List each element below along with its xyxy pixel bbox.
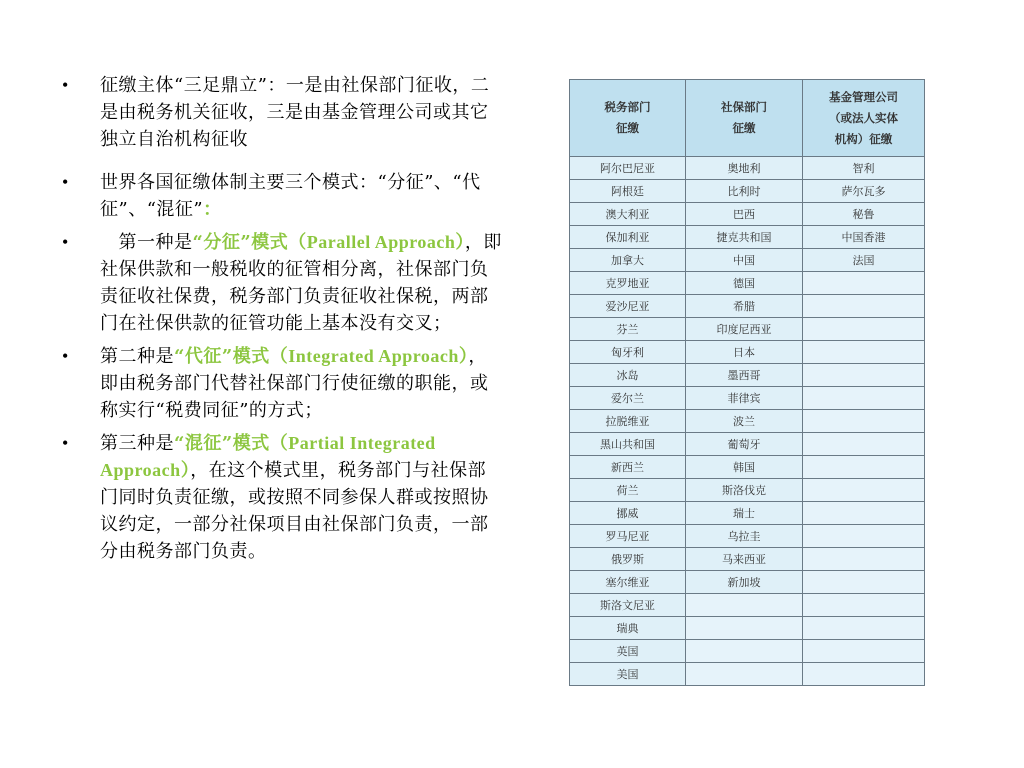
table-cell: 比利时 [686, 180, 803, 203]
table-cell: 黑山共和国 [570, 433, 686, 456]
table-cell: 菲律宾 [686, 387, 803, 410]
table-row [570, 387, 925, 410]
table-row [570, 617, 925, 640]
table-cell: 马来西亚 [686, 548, 803, 571]
table-cell: 希腊 [686, 295, 803, 318]
collection-agency-table [569, 79, 925, 686]
table-cell: 智利 [803, 157, 925, 180]
table-cell: 加拿大 [570, 249, 686, 272]
table-cell: 新加坡 [686, 571, 803, 594]
bullet-text-body: ，即社保供款和一般税收的征管相分离，社保部门负责征收社保费，税务部门负责征收社保税，两部门在社保供款的征管功能上基本没有交叉； [100, 232, 502, 334]
table-cell [803, 410, 925, 433]
table-row [570, 663, 925, 686]
table-cell: 乌拉圭 [686, 525, 803, 548]
table-row [570, 594, 925, 617]
table-cell [803, 594, 925, 617]
table-row [570, 548, 925, 571]
mode-english: Parallel Approach [306, 232, 456, 252]
table-cell: 爱沙尼亚 [570, 295, 686, 318]
table-cell [803, 318, 925, 341]
table-body [570, 157, 925, 686]
table-row [570, 249, 925, 272]
table-cell: 日本 [686, 341, 803, 364]
table-cell: 澳大利亚 [570, 203, 686, 226]
table-row [570, 272, 925, 295]
table-cell: 克罗地亚 [570, 272, 686, 295]
table-cell [803, 525, 925, 548]
bullet-item [62, 430, 502, 565]
table-cell [803, 272, 925, 295]
bullet-text-lead: 第二种是 [100, 346, 174, 367]
table-cell [803, 617, 925, 640]
bullet-item [62, 229, 502, 337]
table-row [570, 157, 925, 180]
table-cell: 俄罗斯 [570, 548, 686, 571]
table-cell: 墨西哥 [686, 364, 803, 387]
table-cell [803, 433, 925, 456]
mode-english: Partial Integrated Approach [100, 433, 436, 480]
bullet-item [62, 72, 502, 153]
table-cell: 挪威 [570, 502, 686, 525]
table-cell: 新西兰 [570, 456, 686, 479]
table-cell: 斯洛文尼亚 [570, 594, 686, 617]
table-row [570, 226, 925, 249]
bullet-colon: ： [203, 199, 222, 220]
table-cell [686, 640, 803, 663]
bullet-item [62, 343, 502, 424]
mode-close: ） [180, 460, 191, 481]
table-cell [803, 364, 925, 387]
bullet-item [62, 169, 502, 223]
table-cell: 萨尔瓦多 [803, 180, 925, 203]
bullet-text-body: ，在这个模式里，税务部门与社保部门同时负责征缴，或按照不同参保人群或按照协议约定，一部分社保项目由社保部门负责，一部分由税务部门负责。 [100, 460, 489, 562]
table-cell [803, 479, 925, 502]
table-cell: 阿根廷 [570, 180, 686, 203]
table-cell: 波兰 [686, 410, 803, 433]
table-row [570, 410, 925, 433]
bullet-text: 世界各国征缴体制主要三个模式：“分征”、“代征”、“混征” [100, 172, 481, 220]
table-row [570, 364, 925, 387]
table-cell: 英国 [570, 640, 686, 663]
table-cell [686, 663, 803, 686]
table-row [570, 502, 925, 525]
table-cell: 巴西 [686, 203, 803, 226]
table-cell: 芬兰 [570, 318, 686, 341]
table-cell [803, 502, 925, 525]
bullet-list [62, 72, 502, 565]
mode-name: “分征”模式（ [192, 232, 307, 253]
mode-close: ） [455, 232, 465, 253]
table-cell: 斯洛伐克 [686, 479, 803, 502]
table-cell [803, 571, 925, 594]
table-cell: 匈牙利 [570, 341, 686, 364]
mode-english: Integrated Approach [288, 346, 459, 366]
table-cell: 拉脱维亚 [570, 410, 686, 433]
mode-name: “混征”模式（ [174, 433, 289, 454]
table-cell: 荷兰 [570, 479, 686, 502]
bullet-text-lead: 第一种是 [100, 232, 193, 253]
table-row [570, 571, 925, 594]
table-cell: 奥地利 [686, 157, 803, 180]
table-cell: 法国 [803, 249, 925, 272]
bullet-text-lead: 第三种是 [100, 433, 174, 454]
table-cell: 保加利亚 [570, 226, 686, 249]
table-cell: 韩国 [686, 456, 803, 479]
table-cell [686, 594, 803, 617]
table-cell [803, 387, 925, 410]
table-cell: 捷克共和国 [686, 226, 803, 249]
table-cell: 冰岛 [570, 364, 686, 387]
header-fund-management: 基金管理公司 （或法人实体 机构）征缴 [803, 80, 925, 157]
table-row [570, 318, 925, 341]
table-cell: 瑞典 [570, 617, 686, 640]
table-cell: 葡萄牙 [686, 433, 803, 456]
table-cell: 塞尔维亚 [570, 571, 686, 594]
table-cell: 德国 [686, 272, 803, 295]
table-cell [803, 640, 925, 663]
table-row [570, 433, 925, 456]
table-cell [803, 341, 925, 364]
table-cell: 秘鲁 [803, 203, 925, 226]
table-row [570, 341, 925, 364]
table-row [570, 479, 925, 502]
table-cell: 中国香港 [803, 226, 925, 249]
mode-name: “代征”模式（ [174, 346, 289, 367]
table-row [570, 525, 925, 548]
table-cell [803, 295, 925, 318]
table-cell [803, 548, 925, 571]
bullet-text: 征缴主体“三足鼎立”：一是由社保部门征收，二是由税务机关征收，三是由基金管理公司或其它独立自治机构征收 [100, 75, 490, 150]
table-cell: 中国 [686, 249, 803, 272]
table-cell [686, 617, 803, 640]
table-header-row [570, 80, 925, 157]
table-row [570, 203, 925, 226]
table-cell [803, 456, 925, 479]
table-cell [803, 663, 925, 686]
bullet-text-body: ，即由税务部门代替社保部门行使征缴的职能，或称实行“税费同征”的方式； [100, 346, 489, 421]
table-row [570, 640, 925, 663]
table-cell: 瑞士 [686, 502, 803, 525]
table-row [570, 456, 925, 479]
header-social-security-dept: 社保部门 征缴 [686, 80, 803, 157]
table-row [570, 295, 925, 318]
table-cell: 印度尼西亚 [686, 318, 803, 341]
table-cell: 阿尔巴尼亚 [570, 157, 686, 180]
table-cell: 罗马尼亚 [570, 525, 686, 548]
header-tax-dept: 税务部门 征缴 [570, 80, 686, 157]
mode-close: ） [458, 346, 469, 367]
table-cell: 爱尔兰 [570, 387, 686, 410]
table-cell: 美国 [570, 663, 686, 686]
table-row [570, 180, 925, 203]
